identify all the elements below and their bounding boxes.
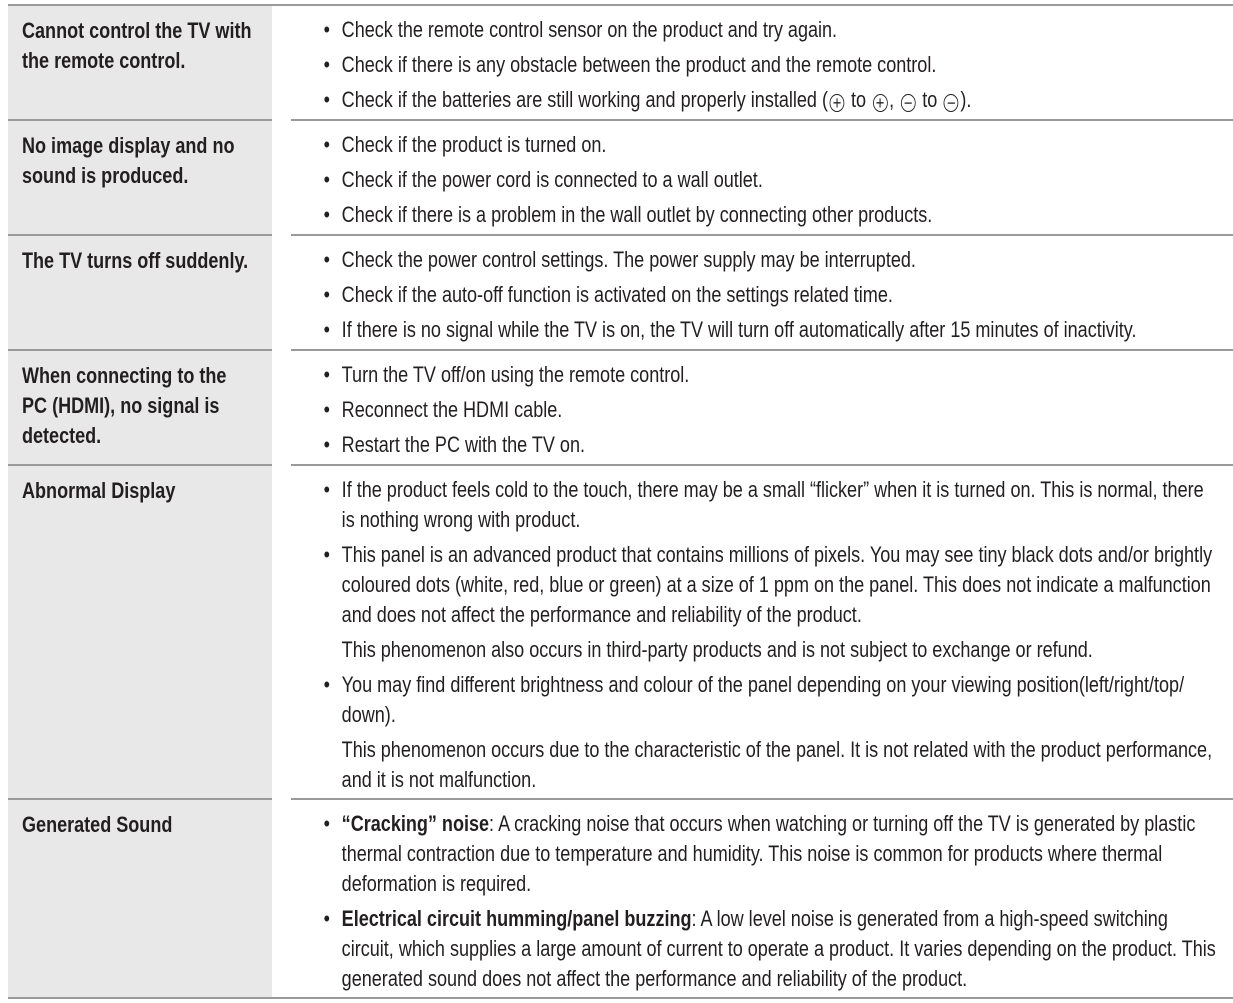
plus-terminal-icon: + bbox=[873, 94, 888, 112]
symptom-title: No image display and no sound is produced. bbox=[22, 133, 235, 188]
list-note: This phenomenon also occurs in third-party products and is not subject to exchange or refund. bbox=[341, 637, 1093, 662]
list-item: • Check the remote control sensor on the product and try again. bbox=[322, 15, 1216, 45]
bullet-icon: • bbox=[323, 132, 330, 157]
bullet-icon: • bbox=[323, 542, 330, 567]
bullet-icon: • bbox=[323, 17, 330, 42]
term-label: “Cracking” noise bbox=[341, 811, 490, 836]
list-item: • You may find different brightness and colour of the panel depending on your viewing position(left/right/top/ down). bbox=[323, 672, 1185, 727]
minus-terminal-icon: − bbox=[944, 94, 959, 112]
symptom-title: Abnormal Display bbox=[22, 478, 176, 503]
table-row bbox=[0, 466, 1233, 800]
bullet-icon: • bbox=[323, 52, 330, 77]
list-item: • Check if the auto-off function is activated on the settings related time. bbox=[322, 280, 1216, 310]
bullet-icon: • bbox=[323, 397, 330, 422]
list-item: • Check if the power cord is connected to a wall outlet. bbox=[322, 165, 1216, 195]
list-item: • Check if there is a problem in the wall outlet by connecting other products. bbox=[322, 200, 1216, 230]
list-item: • Check if the product is turned on. bbox=[322, 130, 1216, 160]
list-item: • This panel is an advanced product that contains millions of pixels. You may see tiny black dots and/or brightly coloured dots (white, red, blue or green) at a size of 1 ppm on the panel. This does not indicate a malfunction and does not affect the performance and reliability of the product. bbox=[323, 542, 1213, 627]
table-row bbox=[0, 121, 1233, 236]
symptom-cell bbox=[8, 466, 272, 800]
table-row bbox=[0, 236, 1233, 351]
bullet-icon: • bbox=[323, 167, 330, 192]
solution-list bbox=[322, 15, 1216, 120]
list-item: • Reconnect the HDMI cable. bbox=[322, 395, 1216, 425]
list-note: This phenomenon occurs due to the characteristic of the panel. It is not related with the product performance, and it is not malfunction. bbox=[341, 737, 1213, 792]
plus-terminal-icon: + bbox=[830, 94, 845, 112]
list-item: • Check if there is any obstacle between the product and the remote control. bbox=[322, 50, 1216, 80]
list-item: • Check if the batteries are still working and properly installed ( + to + , − to − ). bbox=[323, 87, 972, 113]
table-row bbox=[0, 351, 1233, 466]
list-item: • Restart the PC with the TV on. bbox=[322, 430, 1216, 460]
list-item: • Electrical circuit humming/panel buzzing: A low level noise is generated from a high-speed switching circuit, which supplies a large amount of current to operate a product. It varies depending on the product. This generated sound does not affect the performance and reliability of the product. bbox=[323, 906, 1216, 991]
solution-list bbox=[322, 360, 1216, 465]
table-row bbox=[0, 800, 1233, 999]
solution-list bbox=[322, 475, 1216, 800]
solution-list bbox=[322, 130, 1216, 235]
bullet-icon: • bbox=[323, 672, 330, 697]
list-item: • If there is no signal while the TV is on, the TV will turn off automatically after 15 minutes of inactivity. bbox=[322, 315, 1216, 345]
symptom-title: When connecting to the PC (HDMI), no signal is detected. bbox=[22, 363, 227, 448]
bullet-icon: • bbox=[323, 362, 330, 387]
list-item: • If the product feels cold to the touch, there may be a small “flicker” when it is turned on. This is normal, there is nothing wrong with product. bbox=[323, 477, 1204, 532]
bullet-icon: • bbox=[323, 317, 330, 342]
solution-list bbox=[322, 809, 1216, 999]
bullet-icon: • bbox=[323, 87, 330, 112]
symptom-title: Generated Sound bbox=[22, 812, 173, 837]
table-row bbox=[0, 6, 1233, 121]
bullet-icon: • bbox=[323, 202, 330, 227]
bullet-icon: • bbox=[323, 477, 330, 502]
list-item: • Check the power control settings. The power supply may be interrupted. bbox=[322, 245, 1216, 275]
bullet-icon: • bbox=[323, 432, 330, 457]
list-item: • “Cracking” noise: A cracking noise that occurs when watching or turning off the TV is generated by plastic thermal contraction due to temperature and humidity. This noise is common for products where thermal deformation is required. bbox=[323, 811, 1196, 896]
bullet-icon: • bbox=[323, 282, 330, 307]
bullet-icon: • bbox=[323, 906, 330, 931]
minus-terminal-icon: − bbox=[901, 94, 916, 112]
term-label: Electrical circuit humming/panel buzzing bbox=[341, 906, 692, 931]
solution-list bbox=[322, 245, 1216, 350]
symptom-title: The TV turns off suddenly. bbox=[22, 248, 249, 273]
list-item: • Turn the TV off/on using the remote control. bbox=[322, 360, 1216, 390]
symptom-title: Cannot control the TV with the remote control. bbox=[22, 18, 252, 73]
bullet-icon: • bbox=[323, 247, 330, 272]
bullet-icon: • bbox=[323, 811, 330, 836]
